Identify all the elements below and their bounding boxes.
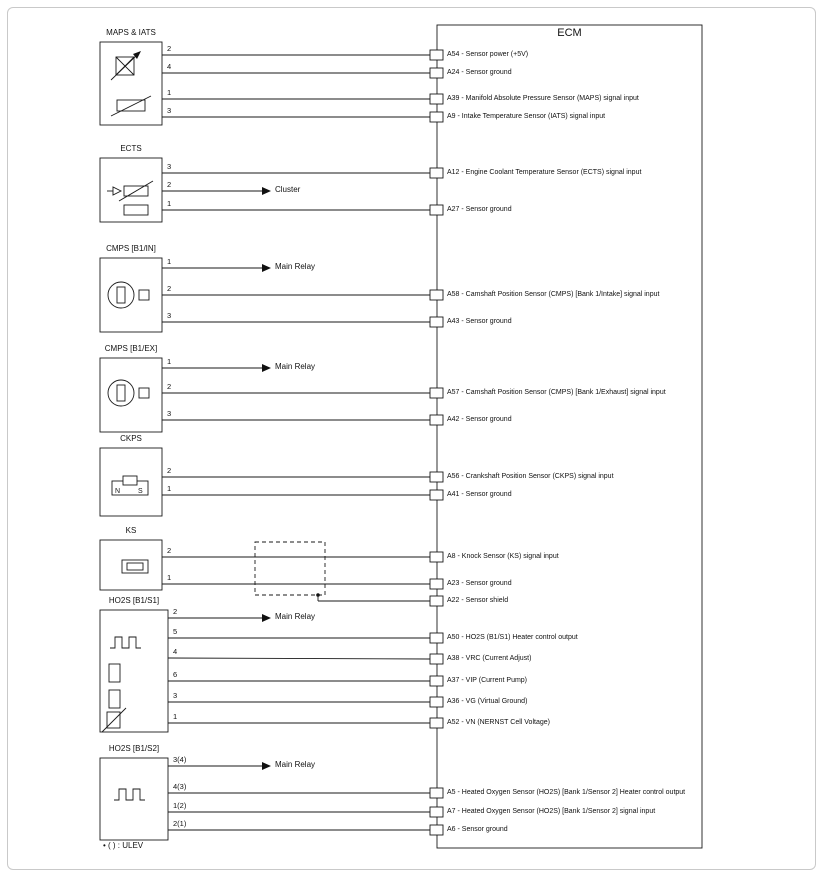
connector-label: HO2S [B1/S1]	[108, 596, 160, 605]
connector-box	[100, 42, 162, 125]
connector-pin-number: 4	[167, 62, 172, 71]
annotation-label: Main Relay	[275, 760, 316, 769]
ecm-pin-label: A5 - Heated Oxygen Sensor (HO2S) [Bank 1/Sensor 2] Heater control output	[447, 789, 686, 796]
ecm-pin-label: A23 - Sensor ground	[447, 580, 512, 587]
ecm-pin-tab-A52	[430, 718, 443, 728]
ecm-pin-label: A9 - Intake Temperature Sensor (IATS) signal input	[447, 113, 606, 120]
ects-resistor-symbol	[124, 205, 148, 215]
ecm-pin-label: A7 - Heated Oxygen Sensor (HO2S) [Bank 1/Sensor 2] signal input	[447, 808, 656, 815]
connector-pin-number: 2	[167, 546, 172, 555]
connector-pin-number: 5	[173, 627, 178, 636]
branch-arrowhead	[262, 264, 271, 272]
ecm-pin-label: A6 - Sensor ground	[447, 826, 508, 833]
branch-arrowhead	[262, 364, 271, 372]
ecm-pin-tab-A6	[430, 825, 443, 835]
connector-pin-number: 4	[173, 647, 178, 656]
ecm-pin-label: A38 - VRC (Current Adjust)	[447, 655, 532, 662]
ecm-pin-tab-A54	[430, 50, 443, 60]
annotation-label: Main Relay	[275, 612, 316, 621]
heater-symbol	[110, 637, 141, 648]
ecm-pin-tab-A7	[430, 807, 443, 817]
knock-sensor-element	[127, 563, 143, 570]
ecm-pin-tab-A57	[430, 388, 443, 398]
connector-pin-number: 2(1)	[173, 819, 187, 828]
ecm-pin-label: A54 - Sensor power (+5V)	[447, 51, 529, 58]
connector-box	[100, 758, 168, 840]
connector-label: HO2S [B1/S2]	[108, 744, 160, 753]
knock-sensor-symbol	[122, 560, 148, 573]
cmps-target-wheel	[139, 290, 149, 300]
connector-pin-number: 1	[167, 199, 172, 208]
ecm-pin-tab-A8	[430, 552, 443, 562]
connector-label: ECTS	[120, 144, 142, 153]
cmps-element	[117, 287, 125, 303]
ecm-pin-label: A12 - Engine Coolant Temperature Sensor (ECTS) signal input	[447, 169, 642, 176]
connector-pin-number: 2	[167, 466, 172, 475]
magnet-pole-s: S	[138, 488, 143, 495]
connector-pin-number: 2	[173, 607, 178, 616]
connector-pin-number: 1	[167, 357, 172, 366]
ecm-pin-label: A42 - Sensor ground	[447, 416, 512, 423]
ulev-footnote: • ( ) : ULEV	[103, 841, 144, 850]
branch-arrowhead	[262, 762, 271, 770]
connector-pin-number: 1	[167, 484, 172, 493]
ecm-pin-tab-A50	[430, 633, 443, 643]
ecm-pin-tab-A9	[430, 112, 443, 122]
connector-pin-number: 3	[167, 106, 172, 115]
connector-pin-number: 1	[173, 712, 178, 721]
ecm-pin-tab-A43	[430, 317, 443, 327]
connector-pin-number: 2	[167, 284, 172, 293]
ecm-pin-label: A37 - VIP (Current Pump)	[447, 677, 528, 684]
ecm-pin-label: A39 - Manifold Absolute Pressure Sensor (MAPS) signal input	[447, 95, 639, 102]
connector-pin-number: 3	[167, 409, 172, 418]
cmps-sensor-symbol	[108, 282, 134, 308]
ecm-pin-tab-A56	[430, 472, 443, 482]
connector-pin-number: 1	[167, 88, 172, 97]
ecm-pin-tab-A24	[430, 68, 443, 78]
connector-pin-number: 4(3)	[173, 782, 187, 791]
ecm-title: ECM	[557, 27, 582, 39]
ecm-pin-tab-A42	[430, 415, 443, 425]
ecm-pin-label: A50 - HO2S (B1/S1) Heater control output	[447, 634, 578, 641]
wire-A38	[168, 658, 430, 659]
branch-arrowhead	[262, 187, 271, 195]
connector-pin-number: 3	[173, 691, 178, 700]
connector-pin-number: 2	[167, 382, 172, 391]
ecm-pin-label: A8 - Knock Sensor (KS) signal input	[447, 553, 559, 560]
connector-label: KS	[125, 526, 137, 535]
connector-box	[100, 610, 168, 732]
ecm-pin-label: A41 - Sensor ground	[447, 491, 512, 498]
connector-pin-number: 3	[167, 311, 172, 320]
connector-box	[100, 158, 162, 222]
cmps-sensor-symbol	[108, 380, 134, 406]
ecm-pin-tab-A38	[430, 654, 443, 664]
heater-symbol	[114, 789, 145, 800]
o2-cell-symbol	[109, 690, 120, 708]
ecm-pin-tab-A41	[430, 490, 443, 500]
connector-pin-number: 3(4)	[173, 755, 187, 764]
connector-pin-number: 2	[167, 180, 172, 189]
shield-box	[255, 542, 325, 595]
connector-pin-number: 1(2)	[173, 801, 187, 810]
ecm-pin-label: A27 - Sensor ground	[447, 206, 512, 213]
ecm-pin-tab-A12	[430, 168, 443, 178]
annotation-label: Main Relay	[275, 362, 316, 371]
ecm-pin-label: A43 - Sensor ground	[447, 318, 512, 325]
connector-box	[100, 258, 162, 332]
connector-box	[100, 358, 162, 432]
ecm-pin-tab-A37	[430, 676, 443, 686]
cmps-element	[117, 385, 125, 401]
connector-label: CKPS	[120, 434, 142, 443]
branch-arrowhead	[262, 614, 271, 622]
connector-pin-number: 1	[167, 257, 172, 266]
ecm-pin-tab-A36	[430, 697, 443, 707]
ecm-pin-tab-A39	[430, 94, 443, 104]
ecm-pin-tab-A22	[430, 596, 443, 606]
ecm-pin-tab-A23	[430, 579, 443, 589]
connector-pin-number: 1	[167, 573, 172, 582]
ecm-pin-tab-A5	[430, 788, 443, 798]
ecm-pin-label: A22 - Sensor shield	[447, 597, 509, 604]
annotation-label: Main Relay	[275, 262, 316, 271]
connector-label: CMPS [B1/EX]	[104, 344, 158, 353]
magnet-pole-n: N	[115, 488, 121, 495]
connector-label: MAPS & IATS	[106, 28, 156, 37]
magnet-core-symbol	[123, 476, 137, 485]
connector-pin-number: 6	[173, 670, 178, 679]
ecm-pin-label: A36 - VG (Virtual Ground)	[447, 698, 528, 705]
ecm-pin-label: A52 - VN (NERNST Cell Voltage)	[447, 719, 550, 726]
connector-pin-number: 2	[167, 44, 172, 53]
ecm-pin-label: A56 - Crankshaft Position Sensor (CKPS) signal input	[447, 473, 614, 480]
connector-box	[100, 540, 162, 590]
ecm-pin-tab-A58	[430, 290, 443, 300]
ecm-pin-label: A24 - Sensor ground	[447, 69, 512, 76]
ecm-pin-label: A58 - Camshaft Position Sensor (CMPS) [Bank 1/Intake] signal input	[447, 291, 660, 298]
connector-label: CMPS [B1/IN]	[106, 244, 156, 253]
cmps-target-wheel	[139, 388, 149, 398]
o2-cell-symbol	[109, 664, 120, 682]
ecm-pin-label: A57 - Camshaft Position Sensor (CMPS) [Bank 1/Exhaust] signal input	[447, 389, 666, 396]
ecm-pin-tab-A27	[430, 205, 443, 215]
ects-sender-symbol	[113, 187, 121, 195]
annotation-label: Cluster	[275, 185, 301, 194]
connector-pin-number: 3	[167, 162, 172, 171]
